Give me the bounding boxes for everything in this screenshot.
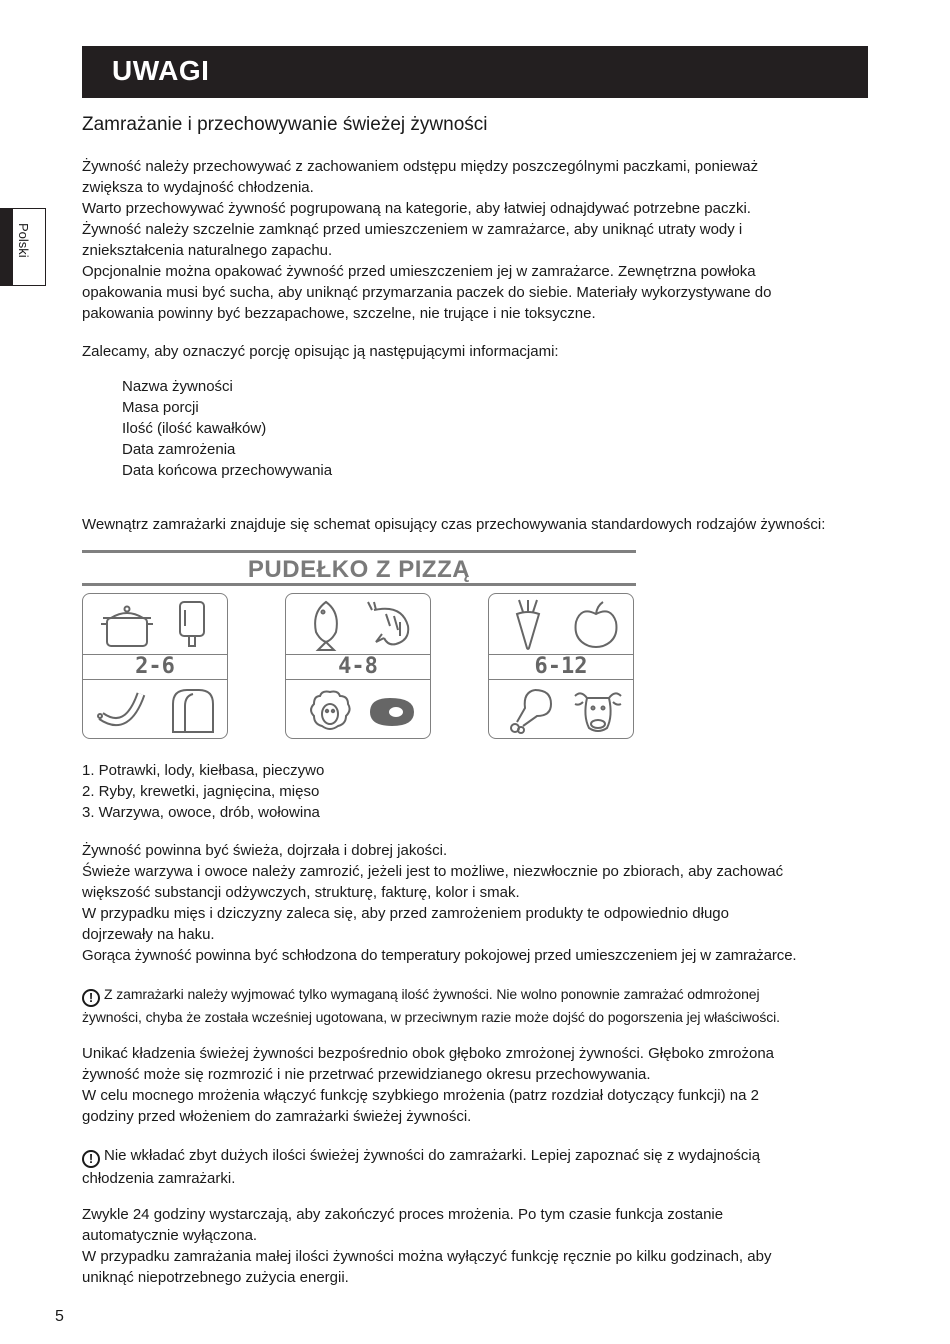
sheep-icon	[308, 688, 352, 734]
schema-line: Wewnątrz zamrażarki znajduje się schemat opisujący czas przechowywania standardowych rodzajów żywności:	[82, 516, 826, 533]
storage-range-3: 6-12	[489, 654, 633, 680]
warning-note-2	[82, 1145, 882, 1189]
warning-line: żywności, chyba że została wcześniej ugotowana, w przeciwnym razie może dojść do pogorszenia jej właściwości.	[82, 1009, 780, 1025]
final-line: automatycznie wyłączona.	[82, 1227, 258, 1244]
storage-group-list	[82, 760, 324, 823]
pot-icon	[97, 602, 157, 650]
avoid-line: żywność może się rozmrozić i nie przetrwać przewidzianego okresu przechowywania.	[82, 1066, 651, 1083]
list-item: Data zamrożenia	[122, 441, 236, 458]
final-line: W przypadku zamrażania małej ilości żywności można wyłączyć funkcję ręcznie po kilku godzinach, aby	[82, 1248, 772, 1265]
storage-range-2: 4-8	[286, 654, 430, 680]
label-info-list	[122, 376, 332, 481]
fish-icon	[306, 598, 346, 652]
quality-line: dojrzewały na haku.	[82, 926, 215, 943]
header-bar	[82, 46, 868, 98]
final-line: Zwykle 24 godziny wystarczają, aby zakończyć proces mrożenia. Po tym czasie funkcja zostanie	[82, 1206, 724, 1223]
list-item: 1. Potrawki, lody, kiełbasa, pieczywo	[82, 762, 325, 779]
language-tab-label: Polski	[16, 223, 31, 258]
intro-line: pakowania powinny być bezzapachowe, szczelne, nie trujące i nie toksyczne.	[82, 305, 596, 322]
avoid-line: godziny przed włożeniem do zamrażarki świeżej żywności.	[82, 1108, 472, 1125]
bread-icon	[167, 686, 217, 736]
language-tab	[0, 208, 46, 286]
storage-time-diagram	[82, 550, 638, 746]
intro-line: Warto przechowywać żywność pogrupowaną na kategorie, aby łatwiej odnajdywać potrzebne paczki.	[82, 200, 751, 217]
storage-card-3	[488, 593, 634, 739]
list-item: Data końcowa przechowywania	[122, 462, 333, 479]
language-tab-marker	[0, 209, 13, 285]
warning-note-1	[82, 984, 882, 1028]
apple-icon	[571, 600, 621, 650]
quality-line: Świeże warzywa i owoce należy zamrozić, jeżeli jest to możliwe, niezwłocznie po zbiorach, aby zachować	[82, 863, 784, 880]
warning-line: Z zamrażarki należy wyjmować tylko wymaganą ilość żywności. Nie wolno ponownie zamrażać odmrożonej	[104, 986, 760, 1002]
shrimp-icon	[366, 600, 416, 650]
intro-line: opakowania musi być sucha, aby uniknąć przymarzania paczek do siebie. Materiały wykorzystywane do	[82, 284, 772, 301]
storage-range-1: 2-6	[83, 654, 227, 680]
cow-icon	[573, 686, 623, 736]
storage-card-1	[82, 593, 228, 739]
avoid-line: W celu mocnego mrożenia włączyć funkcję szybkiego mrożenia (patrz rozdział dotyczący funkcji) na 2	[82, 1087, 759, 1104]
quality-line: W przypadku mięs i dziczyzny zaleca się, aby przed zamrożeniem produkty te odpowiednio długo	[82, 905, 729, 922]
popsicle-icon	[175, 600, 209, 650]
intro-line: Żywność należy szczelnie zamknąć przed umieszczeniem w zamrażarce, aby uniknąć utraty wody i	[82, 221, 743, 238]
page-title: UWAGI	[112, 55, 210, 86]
quality-paragraph	[82, 840, 882, 966]
avoid-paragraph	[82, 1043, 882, 1127]
intro-line: zwiększa to wydajność chłodzenia.	[82, 179, 314, 196]
quality-line: Gorąca żywność powinna być schłodzona do temperatury pokojowej przed umieszczeniem jej w zamrażarce.	[82, 947, 797, 964]
meat-icon	[366, 694, 418, 730]
warning-icon: !	[82, 989, 100, 1007]
list-item: 3. Warzywa, owoce, drób, wołowina	[82, 804, 320, 821]
quality-line: większość substancji odżywczych, strukturę, fakturę, kolor i smak.	[82, 884, 520, 901]
intro-paragraph	[82, 156, 882, 324]
warning-line: Nie wkładać zbyt dużych ilości świeżej żywności do zamrażarki. Lepiej zapoznać się z wydajnością	[104, 1147, 761, 1164]
section-title: Zamrażanie i przechowywanie świeżej żywności	[82, 114, 488, 135]
list-item: 2. Ryby, krewetki, jagnięcina, mięso	[82, 783, 320, 800]
diagram-title: PUDEŁKO Z PIZZĄ	[247, 556, 471, 583]
quality-line: Żywność powinna być świeża, dojrzała i dobrej jakości.	[82, 842, 448, 859]
intro-line: zniekształcenia naturalnego zapachu.	[82, 242, 333, 259]
diagram-rule-bottom	[82, 583, 636, 586]
final-paragraph	[82, 1204, 882, 1288]
list-item: Nazwa żywności	[122, 378, 233, 395]
sausage-icon	[97, 686, 157, 736]
carrot-icon	[511, 598, 545, 652]
warning-icon: !	[82, 1150, 100, 1168]
warning-line: chłodzenia zamrażarki.	[82, 1170, 236, 1187]
drumstick-icon	[505, 686, 555, 736]
storage-card-2	[285, 593, 431, 739]
page-number: 5	[55, 1308, 64, 1325]
list-item: Ilość (ilość kawałków)	[122, 420, 267, 437]
avoid-line: Unikać kładzenia świeżej żywności bezpośrednio obok głęboko zmrożonej żywności. Głęboko zmrożona	[82, 1045, 775, 1062]
recommend-line: Zalecamy, aby oznaczyć porcję opisując ją następującymi informacjami:	[82, 343, 559, 360]
intro-line: Żywność należy przechowywać z zachowaniem odstępu między poszczególnymi paczkami, ponieważ	[82, 158, 759, 175]
intro-line: Opcjonalnie można opakować żywność przed umieszczeniem jej w zamrażarce. Zewnętrzna powłoka	[82, 263, 756, 280]
final-line: uniknąć niepotrzebnego zużycia energii.	[82, 1269, 349, 1286]
list-item: Masa porcji	[122, 399, 199, 416]
diagram-rule-top	[82, 550, 636, 553]
